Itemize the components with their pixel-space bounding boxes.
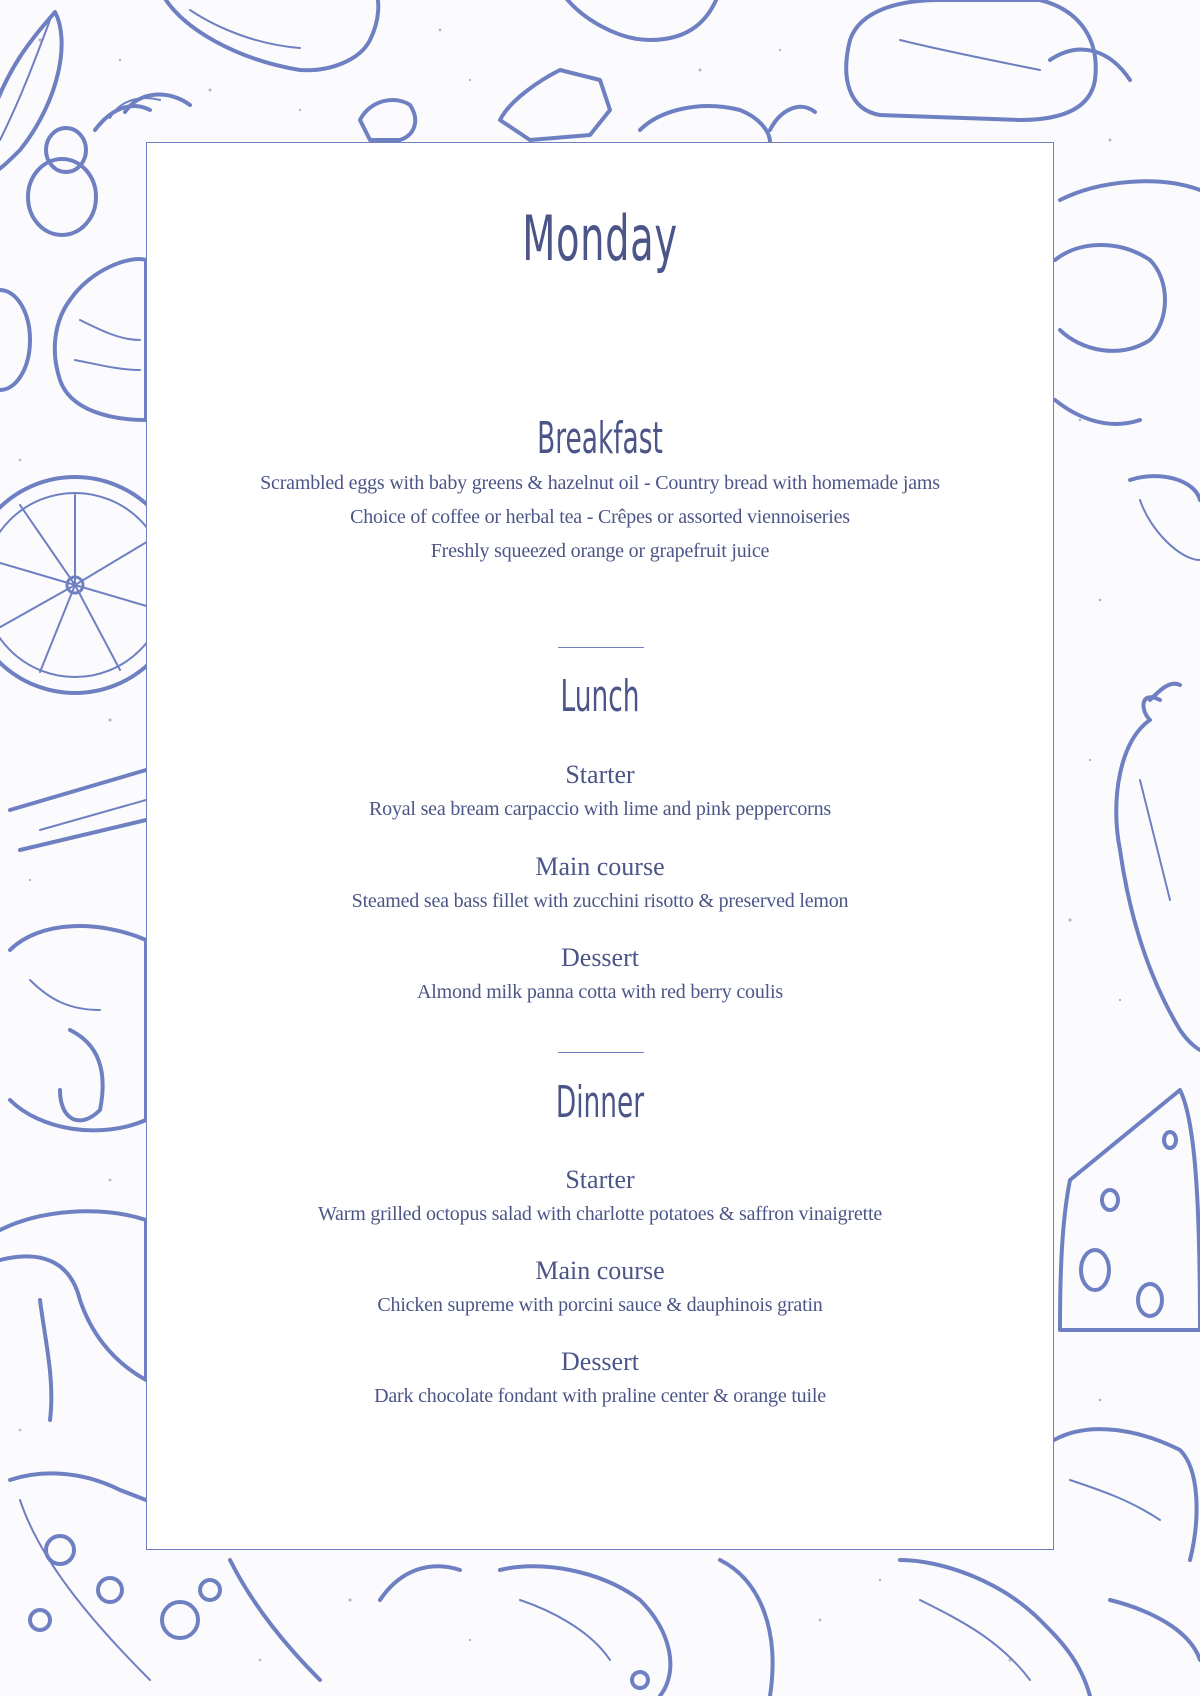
bread-icon — [0, 259, 146, 420]
pear-icon — [1116, 684, 1200, 1050]
lunch-dish: Almond milk panna cotta with red berry coulis — [417, 981, 783, 1003]
dinner-dish: Chicken supreme with porcini sauce & dauphinois gratin — [377, 1294, 823, 1316]
dinner-course-title: Dessert — [561, 1347, 639, 1376]
cheese-wedge-icon-2 — [1060, 1090, 1200, 1330]
breakfast-line: Choice of coffee or herbal tea - Crêpes or assorted viennoiseries — [350, 506, 850, 528]
leaf-icon — [0, 12, 62, 175]
cheese-wedge-icon — [846, 0, 1130, 120]
section-divider — [558, 647, 644, 648]
dinner-course-title: Starter — [565, 1165, 635, 1194]
breakfast-line: Freshly squeezed orange or grapefruit juice — [430, 540, 770, 562]
breakfast-heading: Breakfast — [537, 413, 663, 464]
day-title: Monday — [522, 202, 678, 275]
lunch-dish: Royal sea bream carpaccio with lime and pink peppercorns — [369, 798, 831, 820]
lunch-course-title: Starter — [565, 760, 635, 789]
fig-icon — [160, 0, 378, 70]
dinner-dish: Warm grilled octopus salad with charlotte potatoes & saffron vinaigrette — [317, 1203, 882, 1225]
dinner-course-title: Main course — [535, 1256, 665, 1285]
lunch-heading: Lunch — [560, 671, 640, 722]
dinner-dish: Dark chocolate fondant with praline center & orange tuile — [374, 1385, 826, 1407]
lunch-dish: Steamed sea bass fillet with zucchini risotto & preserved lemon — [351, 890, 849, 912]
lunch-course-title: Main course — [535, 852, 665, 881]
breakfast-line: Scrambled eggs with baby greens & hazelnut oil - Country bread with homemade jams — [260, 472, 940, 494]
section-divider — [558, 1052, 644, 1053]
lunch-course-title: Dessert — [561, 943, 639, 972]
mushroom-icon — [0, 926, 146, 1420]
dinner-heading: Dinner — [555, 1077, 645, 1128]
menu-card — [146, 142, 1054, 1550]
